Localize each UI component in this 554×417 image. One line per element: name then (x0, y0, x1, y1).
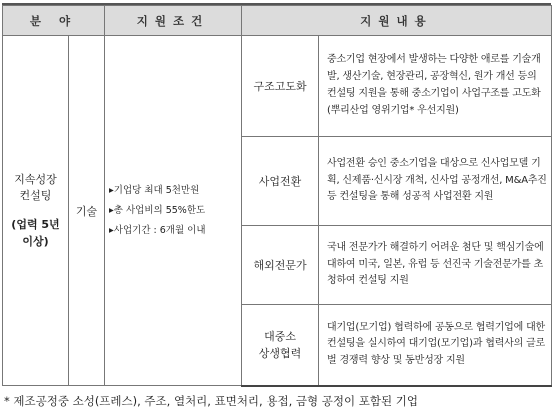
support-description: 대기업(모기업) 협력하에 공동으로 협력기업에 대한 컨설팅을 실시하여 대기업(모기업)과 협력사의 글로벌 경쟁력 향상 및 동반성장 지원 (319, 305, 552, 386)
support-description: 국내 전문가가 해결하기 어려운 첨단 및 핵심기술에 대하여 미국, 일본, 유럽 등 선진국 기술전문가를 초청하여 컨설팅 지원 (319, 226, 552, 305)
field-cell (3, 36, 69, 386)
conditions-cell (105, 36, 242, 386)
header-conditions: 지원조건 (105, 6, 242, 36)
condition-cost-limit: ▸총 사업비의 55%한도 (109, 204, 206, 216)
support-description (319, 36, 552, 137)
support-description: 사업전환 승인 중소기업을 대상으로 신사업모델 기획, 신제품·신시장 개척, 신사업 공정개선, M&A추진 등 컨설팅을 통해 성공적 사업전환 지원 (319, 137, 552, 226)
description-note: (뿌리산업 영위기업* 우선지원) (327, 104, 459, 116)
header-content: 지원내용 (242, 6, 552, 36)
description-text: 중소기업 현장에서 발생하는 다양한 애로를 기술개발, 생산기술, 현장관리, 공장혁신, 원가 개선 등의 컨설팅 지원을 통해 중소기업이 사업구조를 고도화 (327, 54, 541, 99)
footnote: * 제조공정중 소성(프레스), 주조, 열처리, 표면처리, 용접, 금형 공정이 포함된 기업 (4, 394, 418, 408)
condition-period: ▸사업기간 : 6개월 이내 (109, 224, 206, 236)
table-row (3, 36, 552, 137)
subfield-cell: 기술 (69, 36, 105, 386)
support-type: 대중소 상생협력 (242, 305, 319, 386)
condition-max-amount: ▸기업당 최대 5천만원 (109, 184, 200, 196)
header-field: 분 야 (3, 6, 105, 36)
support-type: 해외전문가 (242, 226, 319, 305)
field-name: 지속성장 컨설팅 (14, 172, 57, 202)
support-type: 사업전환 (242, 137, 319, 226)
support-program-table (2, 5, 552, 387)
support-type: 구조고도화 (242, 36, 319, 137)
field-note: (업력 5년 이상) (11, 217, 60, 248)
table-header-row (3, 6, 552, 36)
